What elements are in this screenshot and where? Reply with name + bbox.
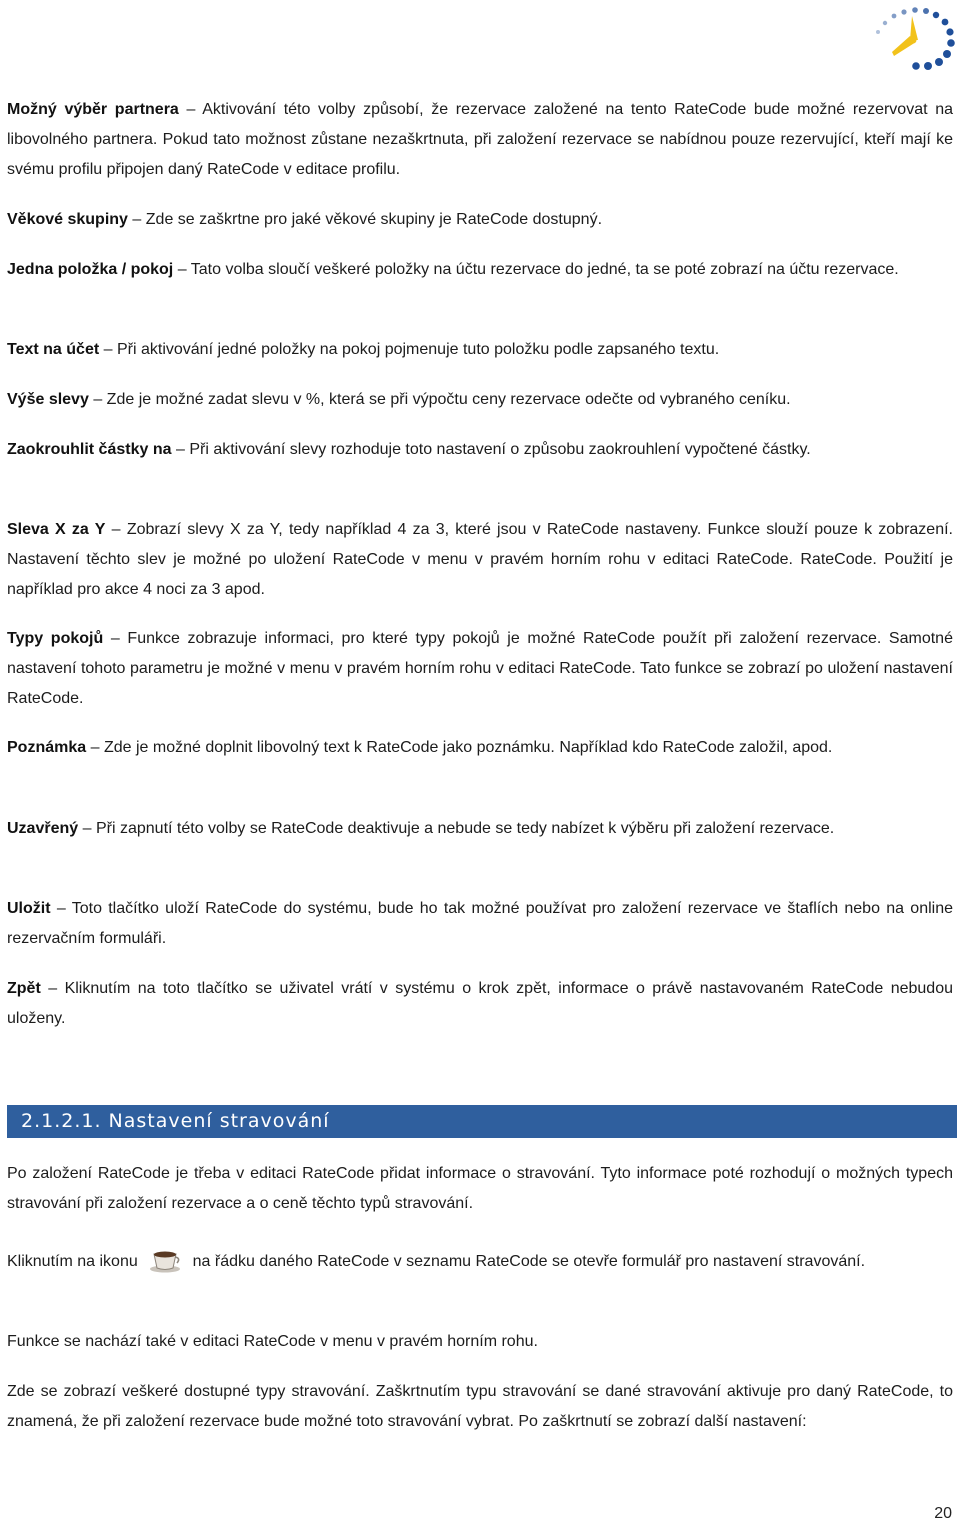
paragraph-rounding [7,435,953,465]
term-back: Zpět [7,980,41,997]
dash: – [111,521,121,538]
description-account-text: Při aktivování jedné položky na pokoj pojmenuje tuto položku podle zapsaného textu. [116,341,720,358]
dash: – [110,630,120,647]
term-save: Uložit [7,900,51,917]
description-save: Toto tlačítko uloží RateCode do systému, bude ho tak možné používat pro založení rezervace ve štaflích nebo na online rezervačním formuláři. [7,900,954,947]
dash: – [175,441,185,458]
term-room-types: Typy pokojů [7,630,104,647]
paragraph-note [7,733,953,763]
dash: – [82,820,92,837]
term-x-for-y: Sleva X za Y [7,521,106,538]
page-number: 20 [934,1505,952,1522]
paragraph-x-for-y [7,515,953,605]
term-partner-selection: Možný výběr partnera [7,101,179,118]
dash: – [186,101,196,118]
paragraph-partner-selection [7,95,953,185]
dash: – [56,900,66,917]
description-rounding: Při aktivování slevy rozhoduje toto nastavení o způsobu zaokrouhlení vypočtené částky. [189,441,811,458]
term-note: Poznámka [7,739,87,756]
description-partner-selection: Aktivování této volby způsobí, že rezervace založené na tento RateCode bude možné rezervovat na libovolného partnera. Pokud tato možnost zůstane nezaškrtnuta, při založení rezervace se nabídnou pouze rezervující, kteří mají ke svému profilu připojen daný RateCode v editace profilu. [7,101,954,178]
term-rounding: Zaokrouhlit částky na [7,441,172,458]
dash: – [103,341,113,358]
paragraph-discount-amount [7,385,953,415]
description-age-groups: Zde se zaškrtne pro jaké věkové skupiny je RateCode dostupný. [145,211,603,228]
section-paragraph-intro: Po založení RateCode je třeba v editaci RateCode přidat informace o stravování. Tyto informace poté rozhodují o možných typech stravování při založení rezervace a o ceně těchto typů stravování. [7,1165,953,1212]
term-account-text: Text na účet [7,341,100,358]
section-heading: 2.1.2.1. Nastavení stravování [21,1110,330,1132]
section-heading-bar [7,1105,957,1138]
description-discount-amount: Zde je možné zadat slevu v %, která se při výpočtu ceny rezervace odečte od vybraného ceníku. [106,391,791,408]
section-paragraph-icon [7,1247,953,1277]
term-age-groups: Věkové skupiny [7,211,128,228]
paragraph-back [7,974,953,1034]
description-note: Zde je možné doplnit libovolný text k RateCode jako poznámku. Například kdo RateCode založil, apod. [103,739,833,756]
dash: – [177,261,187,278]
paragraph-room-types [7,624,953,714]
clock-logo-icon [866,6,956,70]
paragraph-save [7,894,953,954]
coffee-cup-icon[interactable] [148,1248,182,1274]
paragraph-age-groups [7,205,953,235]
term-one-item-per-room: Jedna položka / pokoj [7,261,174,278]
paragraph-closed [7,814,953,844]
icon-sentence-start: Kliknutím na ikonu [7,1253,138,1270]
term-discount-amount: Výše slevy [7,391,89,408]
term-closed: Uzavřený [7,820,79,837]
icon-sentence-end: na řádku daného RateCode v seznamu RateCode se otevře formulář pro nastavení stravování. [192,1253,866,1270]
description-one-item-per-room: Tato volba sloučí veškeré položky na účtu rezervace do jedné, ta se poté zobrazí na účtu rezervace. [190,261,899,278]
description-closed: Při zapnutí této volby se RateCode deaktivuje a nebude se tedy nabízet k výběru při založení rezervace. [95,820,835,837]
dash: – [90,739,100,756]
dash: – [132,211,142,228]
description-room-types: Funkce zobrazuje informaci, pro které typy pokojů je možné RateCode použít při založení rezervace. Samotné nastavení tohoto parametru je možné v menu v pravém horním rohu v editaci RateCode. Tato funkce se zobrazí po uložení nastavení RateCode. [7,630,953,707]
section-paragraph-menu: Funkce se nachází také v editaci RateCode v menu v pravém horním rohu. [7,1333,538,1350]
dash: – [93,391,103,408]
paragraph-one-item-per-room [7,255,953,285]
description-x-for-y: Zobrazí slevy X za Y, tedy například 4 za 3, které jsou v RateCode nastaveny. Funkce slouží pouze k zobrazení. Nastavení těchto slev je možné po uložení RateCode v menu v pravém horním rohu v editaci RateCode. RateCode. Použití je například pro akce 4 noci za 3 apod. [7,521,953,598]
description-back: Kliknutím na toto tlačítko se uživatel vrátí v systému o krok zpět, informace o právě nastavovaném RateCode nebudou uloženy. [7,980,953,1027]
dash: – [48,980,58,997]
section-paragraph-types: Zde se zobrazí veškeré dostupné typy stravování. Zaškrtnutím typu stravování se dané stravování aktivuje pro daný RateCode, to znamená, že při založení rezervace bude možné toto stravování vybrat. Po zaškrtnutí se zobrazí další nastavení: [7,1383,953,1430]
paragraph-account-text [7,335,953,365]
